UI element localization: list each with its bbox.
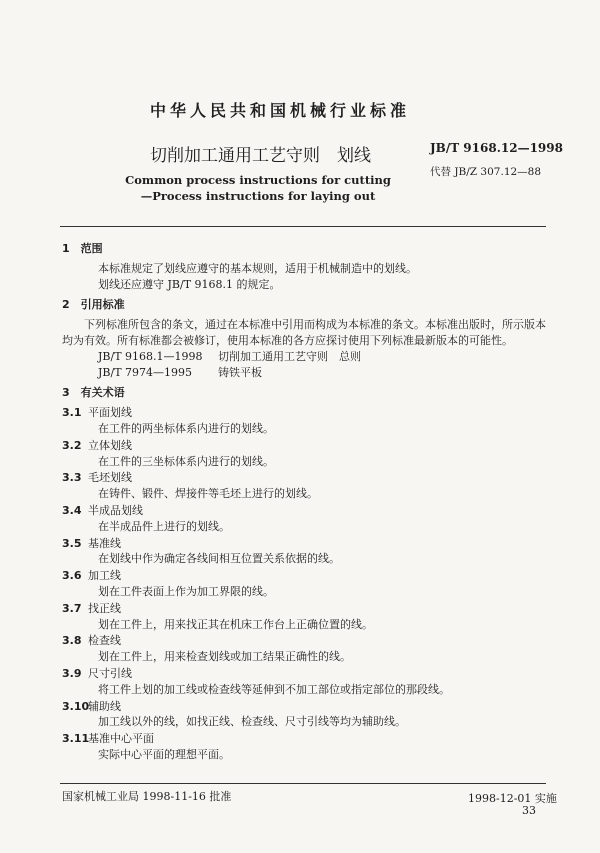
page-title: 切削加工通用工艺守则 划线 <box>150 146 371 166</box>
header-divider <box>60 226 546 227</box>
replaces-note: 代替 JB/Z 307.12—88 <box>430 166 542 178</box>
term-definition: 加工线以外的线，如找正线、检查线、尺寸引线等均为辅助线。 <box>98 715 406 729</box>
term-number: 3.6 <box>62 569 82 583</box>
term-definition: 划在工件上，用来找正其在机床工作台上正确位置的线。 <box>98 617 373 631</box>
term-name: 尺寸引线 <box>88 666 132 680</box>
paragraph: 下列标准所包含的条文，通过在本标准中引用而构成为本标准的条文。本标准出版时，所示版本均为有效。所有标准都会被修订，使用本标准的各方应探讨使用下列标准最新版本的可能性。 <box>62 318 546 347</box>
term-definition: 在划线中作为确定各线间相互位置关系依据的线。 <box>98 552 340 566</box>
implementation-date: 1998-12-01 实施 <box>468 792 557 805</box>
reference-code: JB/T 7974—1995 <box>98 365 193 379</box>
term-heading <box>62 470 546 486</box>
term-number: 3.1 <box>62 406 82 420</box>
reference-name: 铸铁平板 <box>218 365 262 379</box>
term-name: 基准线 <box>88 536 121 550</box>
reference-name: 切削加工通用工艺守则 总则 <box>218 349 361 363</box>
english-title-line-2: —Process instructions for laying out <box>140 189 376 203</box>
term-definition: 在工件的两坐标体系内进行的划线。 <box>98 421 274 435</box>
paragraph-line: 划线还应遵守 JB/T 9168.1 的规定。 <box>98 277 281 291</box>
term-name: 平面划线 <box>88 406 132 420</box>
document-body <box>62 236 546 763</box>
term-heading <box>62 405 546 421</box>
footer-divider <box>60 783 546 784</box>
term-heading <box>62 633 546 649</box>
term-number: 3.5 <box>62 536 82 550</box>
term-definition: 划在工件上，用来检查划线或加工结果正确性的线。 <box>98 650 351 664</box>
term-heading <box>62 536 546 552</box>
page-number: 33 <box>522 804 536 817</box>
english-title-line-1: Common process instructions for cutting <box>125 173 391 187</box>
term-number: 3.2 <box>62 438 82 452</box>
term-definition: 将工件上划的加工线或检查线等延伸到不加工部位或指定部位的那段线。 <box>98 682 450 696</box>
term-number: 3.10 <box>62 699 90 713</box>
term-name: 检查线 <box>88 634 121 648</box>
approval-note: 国家机械工业局 1998-11-16 批准 <box>62 790 232 803</box>
term-definition: 划在工件表面上作为加工界限的线。 <box>98 584 274 598</box>
term-definition: 在半成品件上进行的划线。 <box>98 519 230 533</box>
term-number: 3.8 <box>62 634 82 648</box>
term-heading <box>62 438 546 454</box>
term-heading <box>62 731 546 747</box>
terms-list <box>62 405 546 763</box>
section-heading: 1 范围 <box>62 242 103 255</box>
term-definition: 在铸件、锻件、焊接件等毛坯上进行的划线。 <box>98 487 318 501</box>
term-number: 3.3 <box>62 471 82 485</box>
term-number: 3.4 <box>62 503 82 517</box>
term-number: 3.7 <box>62 601 82 615</box>
standard-category-header: 中华人民共和国机械行业标准 <box>150 101 411 120</box>
section-heading: 2 引用标准 <box>62 298 125 312</box>
term-heading <box>62 699 546 715</box>
term-heading <box>62 568 546 584</box>
standard-code: JB/T 9168.12—1998 <box>430 141 563 155</box>
term-number: 3.11 <box>62 732 90 746</box>
paragraph-line: 本标准规定了划线应遵守的基本规则，适用于机械制造中的划线。 <box>98 261 417 275</box>
term-heading <box>62 601 546 617</box>
term-name: 毛坯划线 <box>88 471 132 485</box>
reference-item <box>76 365 546 381</box>
term-definition: 在工件的三坐标体系内进行的划线。 <box>98 454 274 468</box>
term-name: 半成品划线 <box>88 503 143 517</box>
section-heading: 3 有关术语 <box>62 386 125 400</box>
term-name: 基准中心平面 <box>88 732 154 746</box>
term-definition: 实际中心平面的理想平面。 <box>98 747 230 761</box>
reference-code: JB/T 9168.1—1998 <box>98 349 203 363</box>
term-heading <box>62 666 546 682</box>
reference-item <box>76 349 546 365</box>
term-number: 3.9 <box>62 666 82 680</box>
term-name: 找正线 <box>88 601 121 615</box>
term-name: 立体划线 <box>88 438 132 452</box>
term-name: 加工线 <box>88 569 121 583</box>
term-heading <box>62 503 546 519</box>
term-name: 辅助线 <box>88 699 121 713</box>
